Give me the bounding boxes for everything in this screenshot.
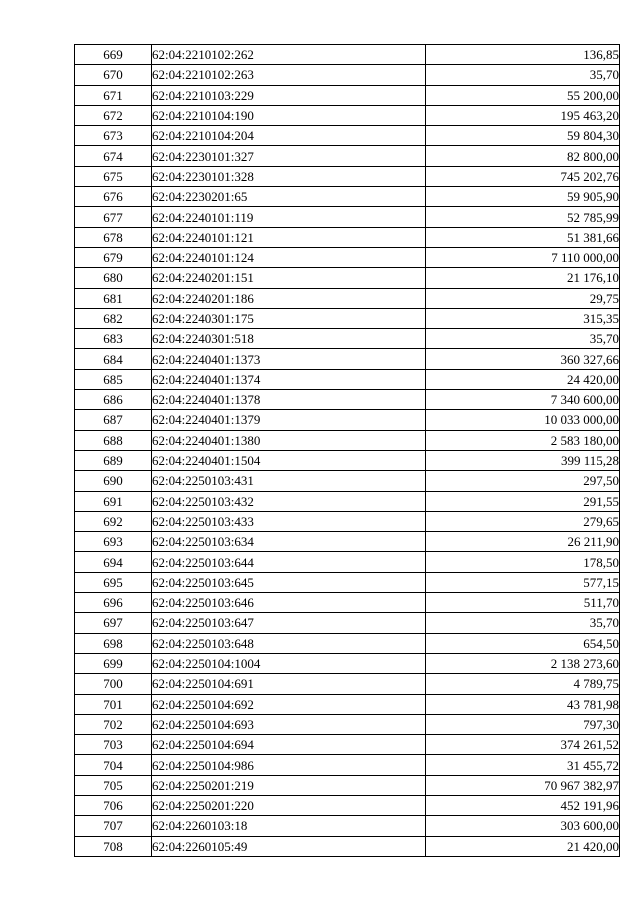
row-number-cell: 678	[75, 227, 152, 247]
value-cell: 797,30	[426, 714, 620, 734]
table-row	[75, 308, 620, 328]
value-cell: 59 905,90	[426, 187, 620, 207]
table-row	[75, 227, 620, 247]
value-cell: 43 781,98	[426, 694, 620, 714]
value-cell: 10 033 000,00	[426, 410, 620, 430]
value-cell: 7 340 600,00	[426, 390, 620, 410]
cadastral-number-cell: 62:04:2250103:432	[152, 491, 426, 511]
cadastral-number-cell: 62:04:2240201:151	[152, 268, 426, 288]
table-row	[75, 430, 620, 450]
table-row	[75, 775, 620, 795]
value-cell: 24 420,00	[426, 369, 620, 389]
table-row	[75, 836, 620, 856]
cadastral-number-cell: 62:04:2260105:49	[152, 836, 426, 856]
row-number-cell: 685	[75, 369, 152, 389]
cadastral-number-cell: 62:04:2230201:65	[152, 187, 426, 207]
cadastral-number-cell: 62:04:2240401:1504	[152, 450, 426, 470]
cadastral-number-cell: 62:04:2230101:327	[152, 146, 426, 166]
table-row	[75, 288, 620, 308]
table-row	[75, 369, 620, 389]
cadastral-number-cell: 62:04:2240401:1373	[152, 349, 426, 369]
row-number-cell: 669	[75, 45, 152, 65]
row-number-cell: 683	[75, 329, 152, 349]
row-number-cell: 671	[75, 85, 152, 105]
row-number-cell: 704	[75, 755, 152, 775]
cadastral-number-cell: 62:04:2210104:190	[152, 105, 426, 125]
cadastral-number-cell: 62:04:2250103:645	[152, 572, 426, 592]
value-cell: 70 967 382,97	[426, 775, 620, 795]
table-row	[75, 694, 620, 714]
cadastral-number-cell: 62:04:2250103:634	[152, 532, 426, 552]
value-cell: 136,85	[426, 45, 620, 65]
cadastral-number-cell: 62:04:2250104:691	[152, 674, 426, 694]
value-cell: 26 211,90	[426, 532, 620, 552]
row-number-cell: 696	[75, 593, 152, 613]
value-cell: 452 191,96	[426, 795, 620, 815]
cadastral-number-cell: 62:04:2210103:229	[152, 85, 426, 105]
row-number-cell: 693	[75, 532, 152, 552]
cadastral-number-cell: 62:04:2240401:1378	[152, 390, 426, 410]
cadastral-number-cell: 62:04:2260103:18	[152, 816, 426, 836]
cadastral-number-cell: 62:04:2240401:1380	[152, 430, 426, 450]
table-row	[75, 207, 620, 227]
value-cell: 399 115,28	[426, 450, 620, 470]
row-number-cell: 690	[75, 471, 152, 491]
table-row	[75, 410, 620, 430]
table-row	[75, 674, 620, 694]
cadastral-number-cell: 62:04:2250104:694	[152, 735, 426, 755]
table-row	[75, 45, 620, 65]
row-number-cell: 670	[75, 65, 152, 85]
table-row	[75, 126, 620, 146]
cadastral-number-cell: 62:04:2250103:647	[152, 613, 426, 633]
row-number-cell: 703	[75, 735, 152, 755]
cadastral-number-cell: 62:04:2250103:431	[152, 471, 426, 491]
row-number-cell: 689	[75, 450, 152, 470]
row-number-cell: 686	[75, 390, 152, 410]
value-cell: 21 176,10	[426, 268, 620, 288]
cadastral-number-cell: 62:04:2240401:1374	[152, 369, 426, 389]
cadastral-number-cell: 62:04:2250104:693	[152, 714, 426, 734]
value-cell: 195 463,20	[426, 105, 620, 125]
value-cell: 279,65	[426, 511, 620, 531]
row-number-cell: 701	[75, 694, 152, 714]
table-row	[75, 471, 620, 491]
row-number-cell: 688	[75, 430, 152, 450]
cadastral-number-cell: 62:04:2250201:219	[152, 775, 426, 795]
table-row	[75, 85, 620, 105]
table-row	[75, 511, 620, 531]
table-row	[75, 593, 620, 613]
row-number-cell: 674	[75, 146, 152, 166]
row-number-cell: 691	[75, 491, 152, 511]
value-cell: 291,55	[426, 491, 620, 511]
row-number-cell: 687	[75, 410, 152, 430]
cadastral-number-cell: 62:04:2240301:518	[152, 329, 426, 349]
table-row	[75, 613, 620, 633]
value-cell: 4 789,75	[426, 674, 620, 694]
table-body	[75, 45, 620, 857]
table-row	[75, 572, 620, 592]
cadastral-number-cell: 62:04:2240201:186	[152, 288, 426, 308]
cadastral-number-cell: 62:04:2250103:433	[152, 511, 426, 531]
cadastral-number-cell: 62:04:2250104:986	[152, 755, 426, 775]
value-cell: 52 785,99	[426, 207, 620, 227]
cadastral-number-cell: 62:04:2250104:1004	[152, 653, 426, 673]
value-cell: 2 138 273,60	[426, 653, 620, 673]
value-cell: 31 455,72	[426, 755, 620, 775]
row-number-cell: 694	[75, 552, 152, 572]
row-number-cell: 692	[75, 511, 152, 531]
value-cell: 35,70	[426, 65, 620, 85]
value-cell: 745 202,76	[426, 166, 620, 186]
row-number-cell: 684	[75, 349, 152, 369]
cadastral-value-table	[74, 44, 620, 857]
row-number-cell: 673	[75, 126, 152, 146]
value-cell: 654,50	[426, 633, 620, 653]
value-cell: 511,70	[426, 593, 620, 613]
value-cell: 35,70	[426, 329, 620, 349]
table-row	[75, 795, 620, 815]
cadastral-number-cell: 62:04:2250201:220	[152, 795, 426, 815]
value-cell: 51 381,66	[426, 227, 620, 247]
row-number-cell: 708	[75, 836, 152, 856]
table-row	[75, 450, 620, 470]
value-cell: 303 600,00	[426, 816, 620, 836]
table-row	[75, 187, 620, 207]
table-row	[75, 65, 620, 85]
table-row	[75, 268, 620, 288]
table-row	[75, 532, 620, 552]
cadastral-number-cell: 62:04:2240101:119	[152, 207, 426, 227]
row-number-cell: 679	[75, 247, 152, 267]
value-cell: 2 583 180,00	[426, 430, 620, 450]
cadastral-number-cell: 62:04:2230101:328	[152, 166, 426, 186]
row-number-cell: 697	[75, 613, 152, 633]
row-number-cell: 676	[75, 187, 152, 207]
cadastral-number-cell: 62:04:2240301:175	[152, 308, 426, 328]
row-number-cell: 672	[75, 105, 152, 125]
row-number-cell: 695	[75, 572, 152, 592]
value-cell: 360 327,66	[426, 349, 620, 369]
row-number-cell: 699	[75, 653, 152, 673]
value-cell: 35,70	[426, 613, 620, 633]
cadastral-number-cell: 62:04:2250103:648	[152, 633, 426, 653]
row-number-cell: 682	[75, 308, 152, 328]
table-row	[75, 166, 620, 186]
row-number-cell: 706	[75, 795, 152, 815]
cadastral-number-cell: 62:04:2250103:644	[152, 552, 426, 572]
table-row	[75, 146, 620, 166]
cadastral-number-cell: 62:04:2240401:1379	[152, 410, 426, 430]
row-number-cell: 707	[75, 816, 152, 836]
value-cell: 297,50	[426, 471, 620, 491]
cadastral-number-cell: 62:04:2210102:262	[152, 45, 426, 65]
table-row	[75, 755, 620, 775]
table-row	[75, 735, 620, 755]
cadastral-number-cell: 62:04:2250104:692	[152, 694, 426, 714]
cadastral-number-cell: 62:04:2250103:646	[152, 593, 426, 613]
value-cell: 374 261,52	[426, 735, 620, 755]
row-number-cell: 680	[75, 268, 152, 288]
table-row	[75, 714, 620, 734]
cadastral-number-cell: 62:04:2240101:121	[152, 227, 426, 247]
row-number-cell: 681	[75, 288, 152, 308]
value-cell: 59 804,30	[426, 126, 620, 146]
row-number-cell: 677	[75, 207, 152, 227]
row-number-cell: 700	[75, 674, 152, 694]
value-cell: 178,50	[426, 552, 620, 572]
table-row	[75, 552, 620, 572]
table-row	[75, 653, 620, 673]
value-cell: 82 800,00	[426, 146, 620, 166]
table-row	[75, 247, 620, 267]
table-row	[75, 329, 620, 349]
row-number-cell: 675	[75, 166, 152, 186]
value-cell: 55 200,00	[426, 85, 620, 105]
row-number-cell: 702	[75, 714, 152, 734]
row-number-cell: 705	[75, 775, 152, 795]
value-cell: 29,75	[426, 288, 620, 308]
table-row	[75, 349, 620, 369]
value-cell: 21 420,00	[426, 836, 620, 856]
table-row	[75, 491, 620, 511]
value-cell: 315,35	[426, 308, 620, 328]
value-cell: 577,15	[426, 572, 620, 592]
row-number-cell: 698	[75, 633, 152, 653]
cadastral-number-cell: 62:04:2210104:204	[152, 126, 426, 146]
value-cell: 7 110 000,00	[426, 247, 620, 267]
cadastral-number-cell: 62:04:2240101:124	[152, 247, 426, 267]
table-row	[75, 105, 620, 125]
cadastral-number-cell: 62:04:2210102:263	[152, 65, 426, 85]
table-row	[75, 816, 620, 836]
table-row	[75, 390, 620, 410]
table-row	[75, 633, 620, 653]
